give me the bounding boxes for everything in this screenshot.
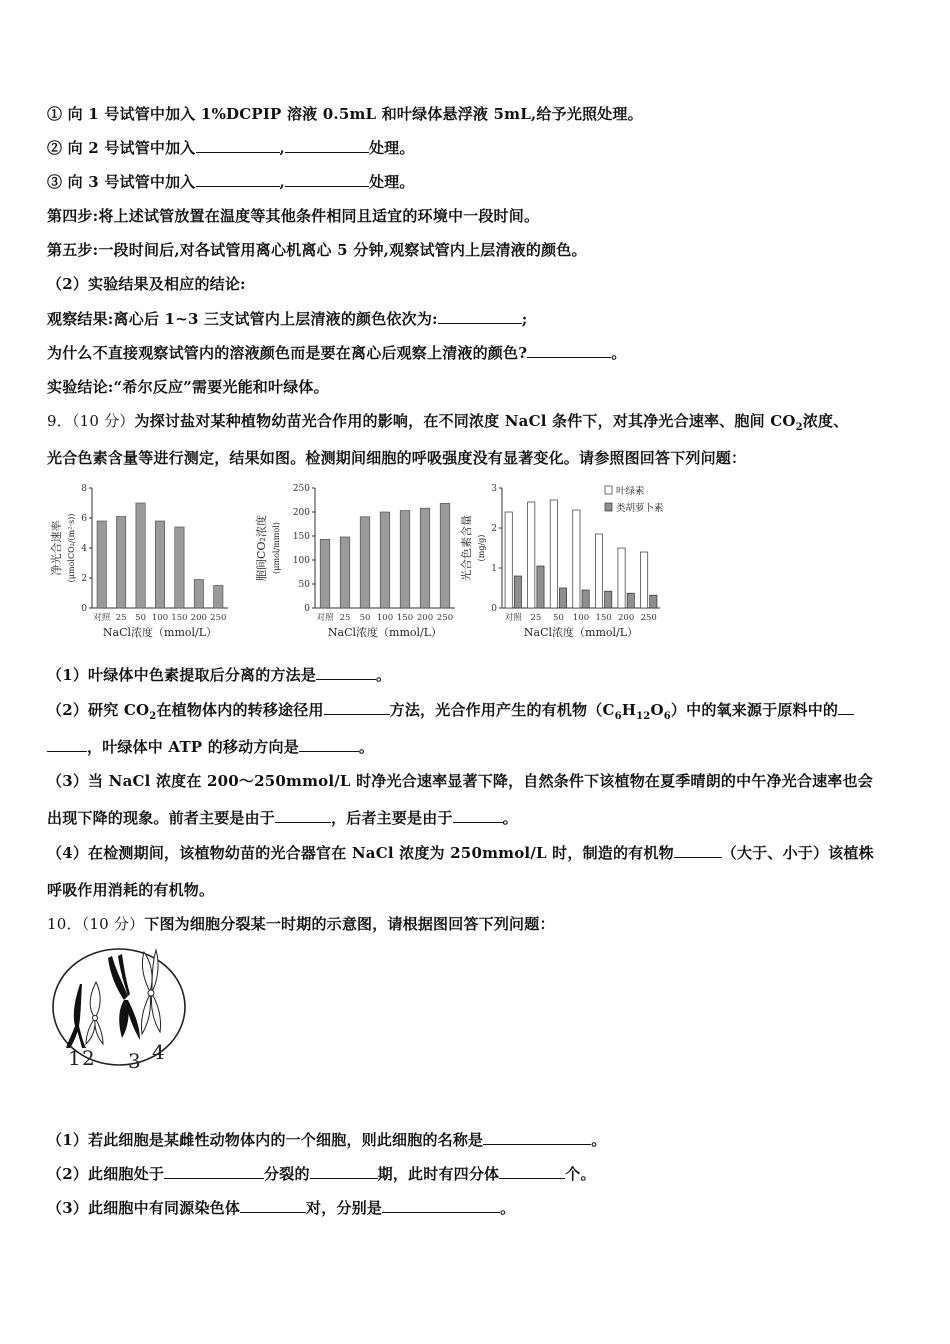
y-tick-label: 0: [81, 604, 87, 614]
y-tick-label: 50: [298, 580, 310, 590]
answer-blank[interactable]: [164, 1164, 264, 1179]
answer-blank[interactable]: [196, 172, 280, 187]
legend-label: 类胡萝卜素: [616, 503, 664, 514]
question-10-line: [47, 913, 555, 934]
x-tick-label: 25: [530, 613, 542, 623]
x-tick-label: 25: [115, 613, 127, 623]
answer-blank[interactable]: [499, 1164, 565, 1179]
period: 。: [502, 809, 518, 827]
bar: [400, 511, 410, 608]
bar: [320, 539, 330, 608]
y-axis-label: 光合色素含量: [460, 515, 473, 581]
y-axis-label: 净光合速率: [50, 520, 63, 576]
text-line: [47, 308, 528, 329]
conclusion-text: 实验结论:“希尔反应”需要光能和叶绿体。: [47, 378, 329, 396]
question-9-text: 光合色素含量等进行测定，结果如图。检测期间细胞的呼吸强度没有显著变化。请参照图回答下列问题：: [47, 449, 747, 467]
y-tick-label: 1: [491, 564, 497, 574]
y-tick-label: 4: [81, 544, 87, 554]
bar: [420, 508, 430, 608]
question-9-line-2: [47, 447, 746, 468]
y-axis-label: 胞间CO₂浓度: [255, 515, 268, 581]
y-tick-label: 200: [292, 508, 310, 518]
bar: [640, 552, 647, 608]
x-tick-label: 对照: [504, 613, 522, 623]
chromosome-label: 4: [152, 1040, 165, 1064]
answer-blank[interactable]: [324, 700, 390, 715]
bar: [550, 500, 557, 608]
step-2-tail: 处理。: [368, 139, 415, 157]
text-line: [47, 273, 246, 294]
chromosome-2: [86, 982, 103, 1044]
bar: [514, 576, 521, 608]
text-line: [47, 1129, 606, 1150]
text-line: [47, 807, 518, 828]
x-tick-label: 250: [640, 613, 657, 623]
question-9-text: 为探讨盐对某种植物幼苗光合作用的影响，在不同浓度 NaCl 条件下，对其净光合速率、胞间 CO: [134, 412, 796, 430]
bar: [627, 593, 634, 608]
answer-blank[interactable]: [196, 138, 280, 153]
q9-4-text: （大于、小于）该植株: [721, 844, 874, 862]
q9-2-text: H: [621, 701, 637, 719]
period: 。: [376, 666, 392, 684]
bar: [582, 590, 589, 608]
answer-blank[interactable]: [285, 172, 369, 187]
y-tick-label: 250: [292, 484, 310, 494]
answer-blank[interactable]: [483, 1130, 591, 1145]
q9-4-text: （4）在检测期间，该植物幼苗的光合器官在 NaCl 浓度为 250mmol/L 时，制造的有机物: [47, 844, 674, 862]
text-line: [47, 1163, 596, 1184]
y-tick-label: 150: [292, 532, 310, 542]
y-tick-label: 0: [304, 604, 310, 614]
text-line: [47, 664, 391, 685]
text-line: [47, 736, 374, 757]
q9-4-text: 呼吸作用消耗的有机物。: [47, 881, 215, 899]
answer-blank[interactable]: [47, 737, 87, 752]
why-question-text: 为什么不直接观察试管内的溶液颜色而是要在离心后观察上清液的颜色?: [47, 344, 528, 362]
x-tick-label: 对照: [93, 613, 111, 623]
x-tick-label: 100: [151, 613, 169, 623]
subscript: 2: [149, 711, 157, 722]
x-tick-label: 150: [396, 613, 414, 623]
chromosome-3: [108, 954, 140, 1040]
chromosome-4: [141, 950, 160, 1034]
bar: [97, 521, 106, 608]
q9-2-text: ，叶绿体中 ATP 的移动方向是: [87, 738, 299, 756]
question-number: 10．: [47, 915, 82, 933]
q10-1-text: （1）若此细胞是某雌性动物体内的一个细胞，则此细胞的名称是: [47, 1131, 484, 1149]
x-tick-label: 50: [359, 613, 371, 623]
step-1-text: ① 向 1 号试管中加入 1%DCPIP 溶液 0.5mL 和叶绿体悬浮液 5mL,给予光照处理。: [47, 105, 643, 123]
y-tick-label: 6: [81, 514, 87, 524]
x-tick-label: 250: [436, 613, 454, 623]
y-tick-label: 2: [491, 524, 497, 534]
answer-blank[interactable]: [838, 700, 854, 715]
q10-3-text: （3）此细胞中有同源染色体: [47, 1199, 241, 1217]
q10-2-text: 个。: [565, 1165, 596, 1183]
legend-label: 叶绿素: [616, 486, 645, 497]
q9-2-text: 在植物体内的转移途径用: [156, 701, 324, 719]
x-tick-label: 200: [618, 613, 635, 623]
answer-blank[interactable]: [285, 138, 369, 153]
comma: ,: [279, 173, 285, 191]
answer-blank[interactable]: [316, 665, 376, 680]
bar: [155, 521, 164, 608]
q9-1-text: （1）叶绿体中色素提取后分离的方法是: [47, 666, 317, 684]
bar-charts-figure: [50, 478, 670, 643]
y-tick-label: 0: [491, 604, 497, 614]
step-3-text: ③ 向 3 号试管中加入: [47, 173, 196, 191]
question-10-text: 下图为细胞分裂某一时期的示意图，请根据图回答下列问题：: [144, 915, 555, 933]
y-tick-label: 8: [81, 484, 87, 494]
question-number: 9．: [47, 412, 72, 430]
text-line: [47, 770, 873, 791]
comma: ,: [279, 139, 285, 157]
text-line: [47, 1197, 515, 1218]
answer-blank[interactable]: [438, 309, 522, 324]
x-tick-label: 25: [339, 613, 351, 623]
answer-blank[interactable]: [527, 343, 611, 358]
y-tick-label: 2: [81, 574, 87, 584]
result-heading: （2）实验结果及相应的结论:: [47, 275, 246, 293]
x-tick-label: 250: [210, 613, 227, 623]
text-line: [47, 376, 329, 397]
step-3-tail: 处理。: [368, 173, 415, 191]
question-score: （10 分）: [81, 915, 145, 933]
y-axis-unit: (mg/g): [477, 534, 486, 562]
text-line: [47, 103, 643, 124]
x-tick-label: 100: [572, 613, 590, 623]
answer-blank[interactable]: [453, 808, 503, 823]
text-line: [47, 699, 854, 722]
period: 。: [500, 1199, 516, 1217]
q9-3-text: 出现下降的现象。前者主要是由于: [47, 809, 276, 827]
text-line: [47, 239, 587, 260]
subscript: 12: [636, 711, 651, 722]
bar: [214, 586, 223, 609]
text-line: [47, 879, 214, 900]
period: 。: [591, 1131, 607, 1149]
text-line: [47, 205, 539, 226]
step-2-text: ② 向 2 号试管中加入: [47, 139, 196, 157]
q9-2-text: ）中的氧来源于原料中的: [670, 701, 839, 719]
bar: [380, 512, 390, 608]
y-tick-label: 100: [292, 556, 310, 566]
subscript: 6: [614, 711, 622, 722]
chromosome-label: 3: [128, 1049, 141, 1073]
x-axis-label: NaCl浓度（mmol/L）: [523, 626, 639, 639]
subscript: 2: [795, 422, 803, 433]
text-line: [47, 171, 415, 192]
period: 。: [611, 344, 627, 362]
bar: [505, 512, 512, 608]
chromosome-label: 1: [68, 1046, 81, 1070]
semicolon: ;: [521, 310, 528, 328]
answer-blank[interactable]: [299, 737, 359, 752]
bar: [595, 534, 602, 608]
chromosome-1: [66, 984, 86, 1048]
legend-swatch: [605, 486, 612, 494]
y-axis-unit: (μmol/mmol): [272, 522, 281, 574]
question-score: （10 分）: [71, 412, 135, 430]
bar: [528, 502, 535, 608]
x-tick-label: 50: [135, 613, 146, 623]
answer-blank[interactable]: [674, 843, 722, 858]
bar: [605, 591, 612, 608]
bar: [618, 548, 625, 608]
q9-3-text: ，后者主要是由于: [331, 809, 453, 827]
y-tick-label: 3: [491, 484, 497, 494]
text-line: [47, 137, 415, 158]
q9-2-text: O: [650, 701, 664, 719]
bar: [136, 503, 145, 608]
bar: [440, 503, 450, 608]
x-axis-label: NaCl浓度（mmol/L）: [327, 626, 443, 639]
bar: [537, 566, 544, 608]
cell-division-figure: [48, 944, 190, 1074]
q9-2-text: （2）研究 CO: [47, 701, 150, 719]
x-tick-label: 50: [553, 613, 564, 623]
bar: [116, 517, 125, 609]
x-tick-label: 150: [171, 613, 188, 623]
subscript: 6: [663, 711, 671, 722]
x-tick-label: 150: [595, 613, 612, 623]
bar: [340, 537, 350, 608]
question-9-line-1: [47, 410, 848, 433]
q9-3-text: （3）当 NaCl 浓度在 200～250mmol/L 时净光合速率显著下降，自然条件下该植物在夏季晴朗的中午净光合速率也会: [47, 772, 873, 790]
bar: [559, 588, 566, 608]
bar: [360, 517, 370, 608]
text-line: [47, 342, 626, 363]
answer-blank[interactable]: [275, 808, 331, 823]
x-axis-label: NaCl浓度（mmol/L）: [102, 626, 218, 639]
x-tick-label: 100: [376, 613, 394, 623]
period: 。: [358, 738, 375, 756]
step-five-text: 第五步:一段时间后,对各试管用离心机离心 5 分钟,观察试管内上层清液的颜色。: [47, 241, 587, 259]
q10-2-text: （2）此细胞处于: [47, 1165, 165, 1183]
text-line: [47, 842, 874, 863]
answer-blank[interactable]: [310, 1164, 378, 1179]
bar: [194, 580, 203, 609]
legend-swatch: [605, 503, 612, 511]
y-axis-unit: (μmolCO₂/(m²·s)): [67, 513, 76, 583]
q10-2-text: 分裂的: [264, 1165, 310, 1183]
observation-text: 观察结果:离心后 1~3 三支试管内上层清液的颜色依次为:: [47, 310, 438, 328]
q9-2-text: 方法，光合作用产生的有机物（C: [389, 701, 615, 719]
x-tick-label: 200: [190, 613, 207, 623]
question-9-text-tail: 浓度、: [802, 412, 849, 430]
q10-2-text: 期，此时有四分体: [377, 1165, 500, 1183]
x-tick-label: 对照: [316, 613, 334, 623]
q10-3-text: 对，分别是: [306, 1199, 383, 1217]
answer-blank[interactable]: [240, 1198, 306, 1213]
bar: [573, 510, 580, 608]
bar: [175, 527, 184, 608]
bar: [650, 595, 657, 608]
answer-blank[interactable]: [382, 1198, 500, 1213]
step-four-text: 第四步:将上述试管放置在温度等其他条件相同且适宜的环境中一段时间。: [47, 207, 540, 225]
x-tick-label: 200: [416, 613, 434, 623]
chromosome-label: 2: [82, 1046, 95, 1070]
